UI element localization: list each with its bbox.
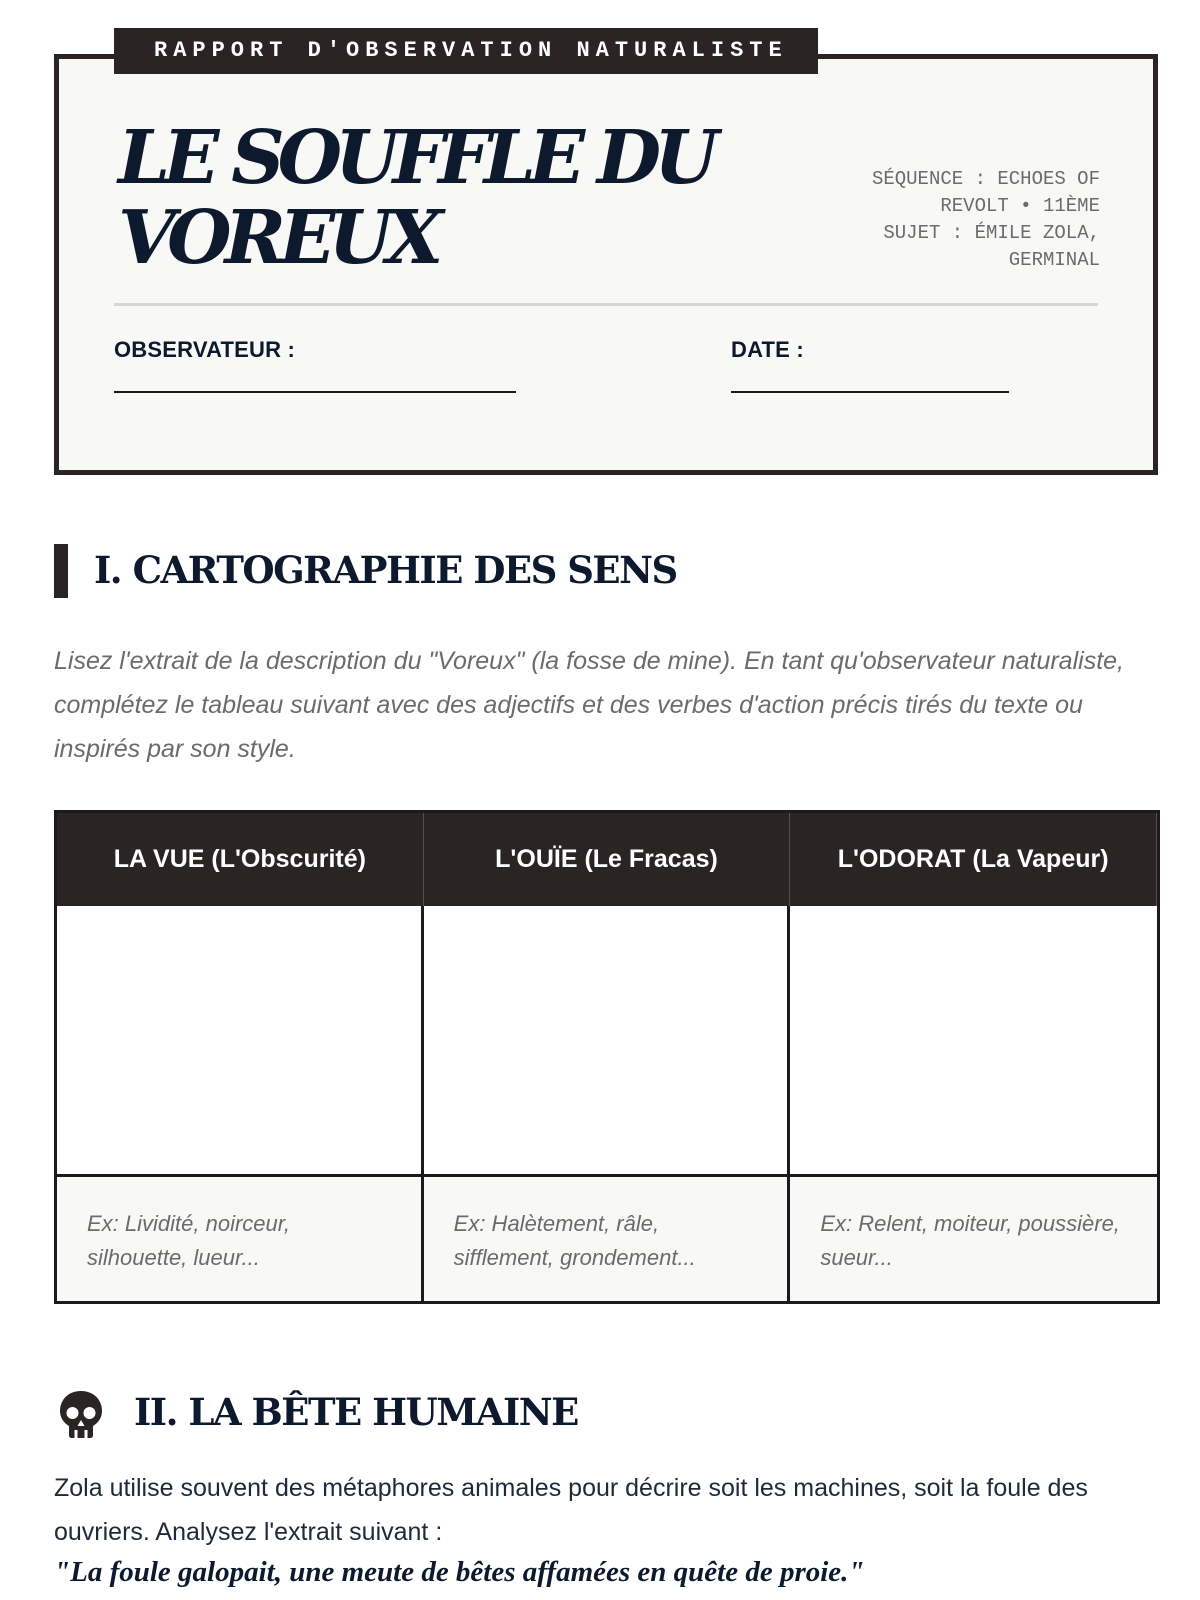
column-header-smell: L'ODORAT (La Vapeur)	[790, 813, 1157, 906]
page-title: LE SOUFFLE DU VOREUX	[118, 115, 712, 281]
observer-label: OBSERVATEUR :	[114, 337, 296, 362]
answer-cell-sight[interactable]	[57, 906, 424, 1177]
example-cell-smell: Ex: Relent, moiteur, poussière, sueur...	[790, 1177, 1157, 1301]
answer-cell-hearing[interactable]	[424, 906, 791, 1177]
skull-icon	[57, 1389, 105, 1441]
section-marker	[54, 544, 68, 598]
senses-table	[54, 810, 1160, 1304]
date-label: DATE :	[731, 337, 804, 362]
observer-field[interactable]	[114, 391, 516, 393]
example-cell-hearing: Ex: Halètement, râle, sifflement, grondement...	[424, 1177, 791, 1301]
column-header-sight: LA VUE (L'Obscurité)	[57, 813, 424, 906]
report-type-tag: RAPPORT D'OBSERVATION NATURALISTE	[114, 28, 818, 74]
answer-cell-smell[interactable]	[790, 906, 1157, 1177]
sequence-meta	[830, 166, 1100, 274]
section-intro-senses: Lisez l'extrait de la description du "Voreux" (la fosse de mine). En tant qu'observateur naturaliste, complétez le tableau suivant avec des adjectifs et des verbes d'action précis tirés du texte ou inspirés par son style.	[54, 647, 1124, 763]
column-header-hearing: L'OUÏE (Le Fracas)	[424, 813, 791, 906]
section-title-senses: I. CARTOGRAPHIE DES SENS	[94, 548, 677, 592]
meta-sequence: SÉQUENCE : ECHOES OF REVOLT • 11ÈME	[871, 168, 1100, 217]
section-intro-beast: Zola utilise souvent des métaphores animales pour décrire soit les machines, soit la foule des ouvriers. Analysez l'extrait suivant :	[54, 1474, 1088, 1546]
quote-excerpt: "La foule galopait, une meute de bêtes affamées en quête de proie."	[54, 1556, 865, 1588]
date-field[interactable]	[731, 391, 1009, 393]
meta-subject: SUJET : ÉMILE ZOLA, GERMINAL	[883, 222, 1100, 271]
example-cell-sight: Ex: Lividité, noirceur, silhouette, lueur...	[57, 1177, 424, 1301]
header-divider	[114, 303, 1098, 306]
section-title-beast: II. LA BÊTE HUMAINE	[134, 1390, 578, 1434]
